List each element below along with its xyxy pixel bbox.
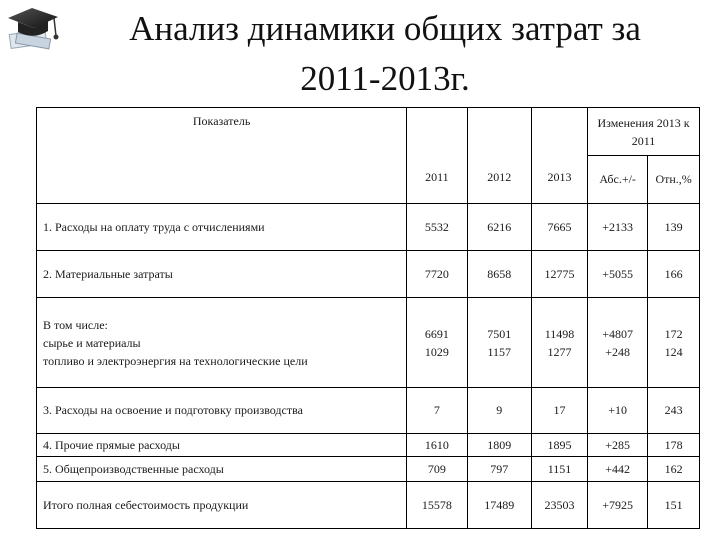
- row-label: 1. Расходы на оплату труда с отчислениями: [37, 204, 407, 251]
- cell-abs: +7925: [588, 482, 648, 529]
- table-row: [37, 434, 700, 457]
- cell-2012: 9: [467, 388, 532, 434]
- cell-2012: 797: [467, 457, 532, 482]
- cell-2011: 7: [407, 388, 467, 434]
- table-row: [37, 204, 700, 251]
- cell-value: 11498: [544, 326, 575, 341]
- cell-2013: 1895: [532, 434, 588, 457]
- header-year-2012: 2012: [467, 108, 532, 204]
- included-item-raw-materials: сырье и материалы: [43, 335, 141, 350]
- cost-analysis-table: [36, 107, 700, 529]
- table-row: [37, 457, 700, 482]
- cell-rel: 166: [648, 251, 700, 298]
- row-label: Итого полная себестоимость продукции: [37, 482, 407, 529]
- cell-value: 124: [664, 344, 683, 359]
- cell-value: 172: [664, 326, 683, 341]
- row-label: 3. Расходы на освоение и подготовку производства: [37, 388, 407, 434]
- table-row: [37, 388, 700, 434]
- cell-abs: +10: [588, 388, 648, 434]
- graduation-cap-icon: [4, 2, 62, 52]
- cell-value: +4807: [602, 326, 634, 341]
- cell-rel: [648, 298, 700, 388]
- cell-2011: [407, 298, 467, 388]
- cell-2013: 17: [532, 388, 588, 434]
- page-title: [60, 4, 710, 104]
- header-indicator: Показатель: [37, 108, 407, 204]
- cell-value: 1157: [487, 344, 512, 359]
- cell-abs: [588, 298, 648, 388]
- included-item-fuel-energy: топливо и электроэнергия на технологические цели: [43, 353, 308, 368]
- cell-value: +248: [605, 344, 631, 359]
- row-label: 4. Прочие прямые расходы: [37, 434, 407, 457]
- cell-value: 6691: [424, 326, 449, 341]
- row-label-included: [37, 298, 407, 388]
- cell-2012: 8658: [467, 251, 532, 298]
- cell-2013: 12775: [532, 251, 588, 298]
- cell-value: 1029: [424, 344, 449, 359]
- row-label: 2. Материальные затраты: [37, 251, 407, 298]
- cell-rel: 139: [648, 204, 700, 251]
- header-change-rel: Отн.,%: [648, 156, 700, 204]
- cell-rel: 178: [648, 434, 700, 457]
- title-line-2: 2011-2013г.: [300, 59, 470, 98]
- row-label: 5. Общепроизводственные расходы: [37, 457, 407, 482]
- included-heading: В том числе:: [43, 317, 108, 332]
- cell-rel: 243: [648, 388, 700, 434]
- header-change-group: Изменения 2013 к 2011: [588, 108, 700, 156]
- table-row-total: [37, 482, 700, 529]
- graduation-cap-logo: [4, 2, 62, 52]
- cell-2012: 6216: [467, 204, 532, 251]
- cell-2012: [467, 298, 532, 388]
- cell-rel: 151: [648, 482, 700, 529]
- cell-2011: 709: [407, 457, 467, 482]
- table-row: [37, 251, 700, 298]
- cell-abs: +442: [588, 457, 648, 482]
- cell-2013: 7665: [532, 204, 588, 251]
- cell-rel: 162: [648, 457, 700, 482]
- cell-2012: 17489: [467, 482, 532, 529]
- cell-value: 1277: [547, 344, 572, 359]
- table-row-included: [37, 298, 700, 388]
- header-year-2011: 2011: [407, 108, 467, 204]
- title-line-1: Анализ динамики общих затрат за: [129, 9, 641, 48]
- cell-2011: 7720: [407, 251, 467, 298]
- cell-2011: 1610: [407, 434, 467, 457]
- cell-2013: 23503: [532, 482, 588, 529]
- cell-2013: 1151: [532, 457, 588, 482]
- cell-value: 7501: [487, 326, 512, 341]
- cell-2011: 5532: [407, 204, 467, 251]
- header-year-2013: 2013: [532, 108, 588, 204]
- cell-2012: 1809: [467, 434, 532, 457]
- header-change-abs: Абс.+/-: [588, 156, 648, 204]
- cell-2011: 15578: [407, 482, 467, 529]
- cell-abs: +5055: [588, 251, 648, 298]
- cell-2013: [532, 298, 588, 388]
- cell-abs: +2133: [588, 204, 648, 251]
- cell-abs: +285: [588, 434, 648, 457]
